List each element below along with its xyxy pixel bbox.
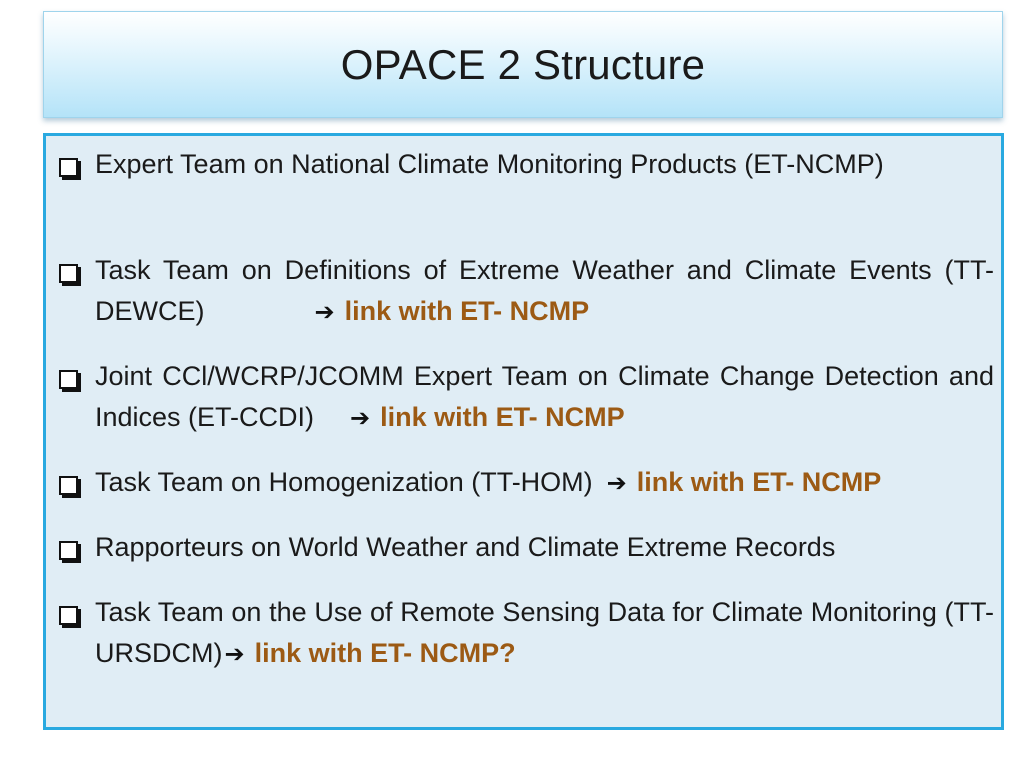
right-arrow-icon: ➔ [350, 405, 371, 432]
item-text: Joint CCl/WCRP/JCOMM Expert Team on Climate Change Detection and Indices (ET-CCDI) [95, 361, 994, 432]
checkbox-bullet-icon [59, 370, 78, 389]
checkbox-bullet-icon [59, 264, 78, 283]
checkbox-bullet-icon [59, 541, 78, 560]
link-note: link with ET- NCMP? [254, 638, 516, 668]
link-note: link with ET- NCMP [380, 402, 625, 432]
link-note: link with ET- NCMP [344, 296, 590, 326]
right-arrow-icon: ➔ [314, 299, 335, 326]
checkbox-bullet-icon [59, 158, 78, 177]
item-text: Rapporteurs on World Weather and Climate Extreme Records [95, 532, 836, 562]
title-banner [43, 11, 1003, 118]
checkbox-bullet-icon [59, 606, 78, 625]
slide-title: OPACE 2 Structure [340, 40, 706, 88]
checkbox-bullet-icon [59, 476, 78, 495]
item-text: Task Team on Homogenization (TT-HOM) [95, 467, 593, 497]
link-note: link with ET- NCMP [636, 467, 882, 497]
item-text: Task Team on the Use of Remote Sensing Data for Climate Monitoring (TT-URSDCM) [95, 597, 994, 668]
right-arrow-icon: ➔ [224, 641, 245, 668]
item-text: Task Team on Definitions of Extreme Weather and Climate Events (TT-DEWCE) [95, 255, 994, 326]
right-arrow-icon: ➔ [606, 470, 627, 497]
item-text: Expert Team on National Climate Monitoring Products (ET-NCMP) [95, 149, 884, 179]
content-panel [43, 133, 1004, 730]
